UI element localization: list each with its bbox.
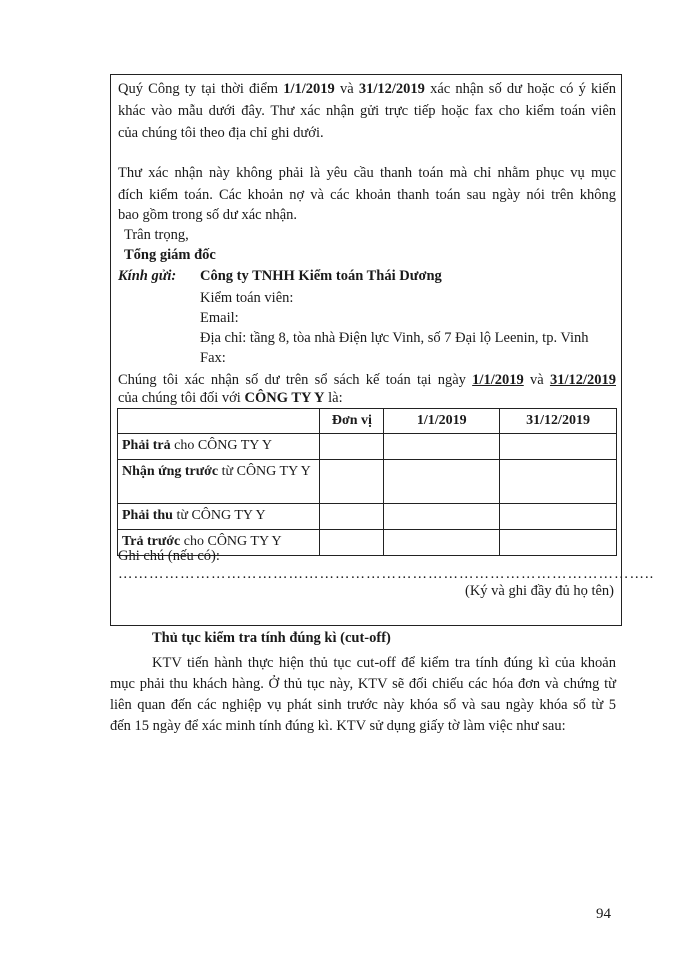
letter-para1-line3: của chúng tôi theo địa chỉ ghi dưới. <box>118 125 324 141</box>
unit-cell <box>320 434 384 460</box>
unit-cell <box>320 460 384 504</box>
note-label: Ghi chú (nếu có): <box>118 548 220 564</box>
letter-para2-line3: bao gồm trong số dư xác nhận. <box>118 207 298 223</box>
confirm-line1: Chúng tôi xác nhận số dư trên sổ sách kế toán tại ngày 1/1/2019 và 31/12/2019 <box>118 372 616 388</box>
value-cell <box>384 434 500 460</box>
letter-para1-line2: khác vào mẫu dưới đây. Thư xác nhận gửi trực tiếp hoặc fax cho kiểm toán viên <box>118 103 616 119</box>
fax-line: Fax: <box>200 350 226 366</box>
letter-para2-line2: đích kiểm toán. Các khoản nợ và các khoản thanh toán sau ngày nói trên không <box>118 187 616 203</box>
row-label: Trả trước cho CÔNG TY Y <box>118 530 320 556</box>
section-line4: đến 15 ngày để xác minh tính đúng kì. KTV sử dụng giấy tờ làm việc như sau: <box>110 718 566 734</box>
to-label: Kính gửi: <box>118 268 177 284</box>
value-cell <box>384 530 500 556</box>
section-line1: KTV tiến hành thực hiện thủ tục cut-off để kiểm tra tính đúng kì của khoản <box>152 655 616 671</box>
page-number: 94 <box>596 906 611 922</box>
table-header-cell: 31/12/2019 <box>500 409 617 434</box>
table-header-row <box>118 409 617 434</box>
value-cell <box>500 434 617 460</box>
balance-confirmation-table <box>117 408 617 556</box>
section-line3: liên quan đến các nghiệp vụ phát sinh trước này khóa sổ và sau ngày khóa sổ từ 5 <box>110 697 616 713</box>
letter-para2-line1: Thư xác nhận này không phải là yêu cầu thanh toán mà chỉ nhằm phục vụ mục <box>118 165 616 181</box>
auditor-line: Kiểm toán viên: <box>200 290 294 306</box>
value-cell <box>500 460 617 504</box>
signer-title: Tổng giám đốc <box>124 247 216 263</box>
email-line: Email: <box>200 310 239 326</box>
table-row <box>118 460 617 504</box>
letter-para1-line1: Quý Công ty tại thời điểm 1/1/2019 và 31/12/2019 xác nhận số dư hoặc có ý kiến <box>118 81 616 97</box>
signature-hint: (Ký và ghi đầy đủ họ tên) <box>465 583 614 599</box>
value-cell <box>500 504 617 530</box>
greeting: Trân trọng, <box>124 227 189 243</box>
table-header-cell: Đơn vị <box>320 409 384 434</box>
value-cell <box>384 460 500 504</box>
table-row <box>118 434 617 460</box>
section-line2: mục phải thu khách hàng. Ở thủ tục này, KTV sẽ đối chiếu các hóa đơn và chứng từ <box>110 676 616 692</box>
table-header-cell: 1/1/2019 <box>384 409 500 434</box>
confirm-line2: của chúng tôi đối với CÔNG TY Y là: <box>118 390 343 406</box>
value-cell <box>384 504 500 530</box>
note-dotted-line: ………………………………………………………………………………………….. <box>118 566 655 582</box>
table-row <box>118 504 617 530</box>
to-company: Công ty TNHH Kiểm toán Thái Dương <box>200 268 442 284</box>
section-heading: Thủ tục kiểm tra tính đúng kì (cut-off) <box>152 630 391 646</box>
unit-cell <box>320 530 384 556</box>
unit-cell <box>320 504 384 530</box>
address-line: Địa chỉ: tầng 8, tòa nhà Điện lực Vinh, số 7 Đại lộ Leenin, tp. Vinh <box>200 330 589 346</box>
row-label: Phải trả cho CÔNG TY Y <box>118 434 320 460</box>
row-label: Phải thu từ CÔNG TY Y <box>118 504 320 530</box>
value-cell <box>500 530 617 556</box>
row-label: Nhận ứng trước từ CÔNG TY Y <box>118 460 320 504</box>
table-header-cell <box>118 409 320 434</box>
